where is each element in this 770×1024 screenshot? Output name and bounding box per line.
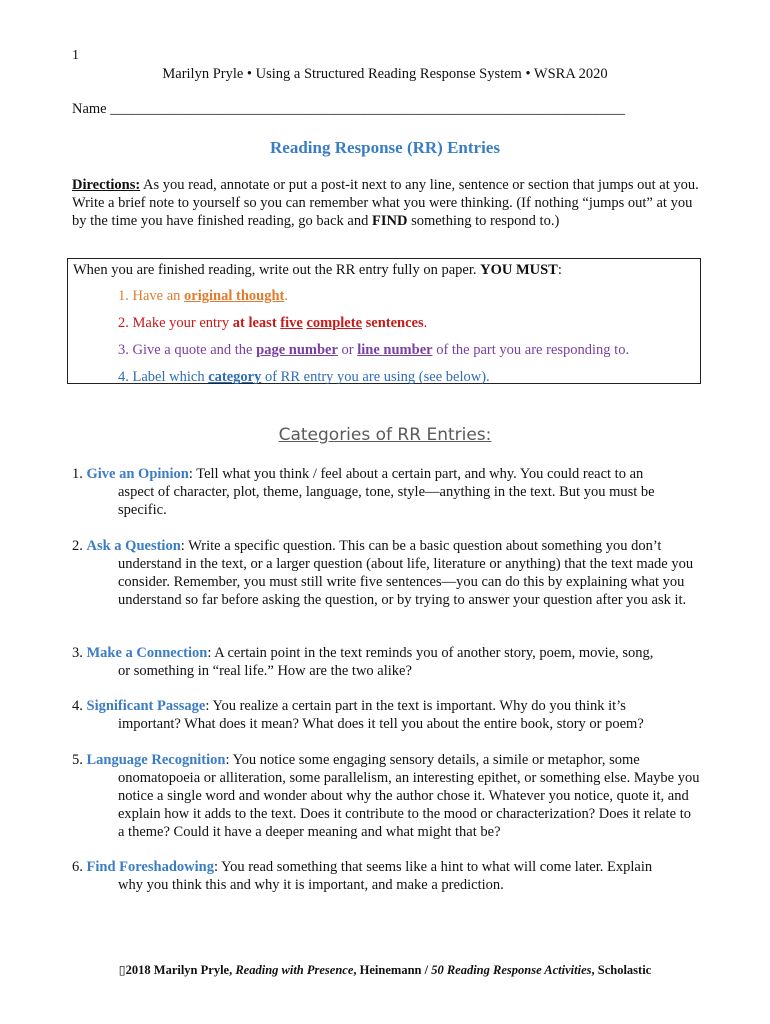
- category-text-continued: understand in the text, or a larger question (about life, literature or anything) that the text made you consider. Remember, you must still write five sentences—you can do this by explaining what you understand so far before asking the question, or by trying to answer your question after you ask it.: [118, 556, 694, 608]
- category-number: 5.: [72, 752, 87, 768]
- category-name: Find Foreshadowing: [86, 859, 214, 875]
- category-text-continued: important? What does it mean? What does it tell you about the entire book, story or poem?: [118, 716, 644, 732]
- requirement-1: [118, 288, 288, 305]
- category-name: Make a Connection: [86, 645, 208, 661]
- requirement-3-page-number: page number: [256, 342, 338, 358]
- requirement-2-at-least: at least: [232, 315, 281, 331]
- requirement-1-end: .: [284, 288, 288, 304]
- category-text: : Write a specific question. This can be a basic question about something you don’t: [180, 538, 662, 554]
- page-title: Reading Response (RR) Entries: [270, 138, 500, 157]
- category-name: Give an Opinion: [86, 466, 189, 482]
- directions-label: Directions:: [72, 177, 141, 193]
- category-text: : You realize a certain part in the text is important. Why do you think it’s: [205, 698, 626, 714]
- footer-copyright: ▯2018 Marilyn Pryle,: [118, 963, 236, 977]
- requirement-3: [118, 342, 629, 359]
- category-text-continued: or something in “real life.” How are the two alike?: [118, 663, 412, 679]
- name-label: Name: [72, 101, 107, 117]
- footer-book-2: 50 Reading Response Activities: [431, 963, 592, 977]
- category-item: [72, 465, 700, 519]
- directions-find: FIND: [371, 213, 408, 229]
- category-text-continued: aspect of character, plot, theme, language, tone, style—anything in the text. But you must be specific.: [118, 484, 655, 518]
- directions-text-end: something to respond to.): [407, 213, 560, 229]
- requirement-2-text: 2. Make your entry: [118, 315, 233, 331]
- category-number: 6.: [72, 859, 87, 875]
- requirement-3-text: 3. Give a quote and the: [118, 342, 257, 358]
- requirement-1-emphasis: original thought: [184, 288, 285, 304]
- category-text: : You notice some engaging sensory details, a simile or metaphor, some: [225, 752, 640, 768]
- requirement-3-line-number: line number: [357, 342, 433, 358]
- categories-heading: Categories of RR Entries:: [278, 425, 492, 445]
- requirement-1-text: 1. Have an: [118, 288, 185, 304]
- you-must-colon: :: [557, 262, 562, 278]
- copyright-footer: [0, 962, 770, 978]
- requirement-4: [118, 369, 490, 386]
- category-number: 4.: [72, 698, 87, 714]
- directions-text: As you read, annotate or put a post-it next to any line, sentence or section that jumps out at you. Write a brief note to yourself so you can remember what you were thinking. (If nothing “jumps out” at you by the time you have finished reading, go back and: [72, 177, 699, 229]
- category-item: [72, 858, 700, 894]
- requirement-4-category: category: [208, 369, 262, 385]
- category-text-continued: why you think this and why it is important, and make a prediction.: [118, 877, 504, 893]
- category-name: Significant Passage: [86, 698, 206, 714]
- category-name: Ask a Question: [86, 538, 181, 554]
- category-number: 1.: [72, 466, 87, 482]
- directions-paragraph: [72, 176, 700, 230]
- category-item: [72, 644, 700, 680]
- document-header: Marilyn Pryle • Using a Structured Reading Response System • WSRA 2020: [162, 66, 608, 82]
- name-blank: _______________________________________________________________________: [110, 101, 625, 117]
- category-item: [72, 537, 700, 609]
- requirement-4-text: 4. Label which: [118, 369, 209, 385]
- category-name: Language Recognition: [86, 752, 226, 768]
- requirement-4-end: of RR entry you are using (see below).: [261, 369, 490, 385]
- footer-book-1: Reading with Presence: [235, 963, 354, 977]
- category-text: : A certain point in the text reminds you of another story, poem, movie, song,: [207, 645, 654, 661]
- category-item: [72, 751, 700, 841]
- requirement-2-complete: complete: [306, 315, 363, 331]
- category-text: : Tell what you think / feel about a certain part, and why. You could react to an: [188, 466, 644, 482]
- page-number: 1: [72, 48, 79, 63]
- category-number: 3.: [72, 645, 87, 661]
- category-text: : You read something that seems like a hint to what will come later. Explain: [213, 859, 653, 875]
- requirement-2-five: five: [280, 315, 303, 331]
- requirement-2-sentences: sentences: [362, 315, 424, 331]
- requirement-2: [118, 315, 427, 332]
- category-number: 2.: [72, 538, 87, 554]
- requirements-intro-text: When you are finished reading, write out the RR entry fully on paper.: [73, 262, 481, 278]
- category-item: [72, 697, 700, 733]
- requirement-2-end: .: [423, 315, 428, 331]
- requirement-3-end: of the part you are responding to.: [432, 342, 630, 358]
- requirement-3-or: or: [337, 342, 358, 358]
- name-line: [72, 101, 625, 118]
- footer-publisher-1: , Heinemann /: [353, 963, 432, 977]
- footer-publisher-2: , Scholastic: [591, 963, 652, 977]
- requirements-intro: [73, 262, 562, 279]
- you-must-label: YOU MUST: [480, 262, 558, 278]
- category-text-continued: onomatopoeia or alliteration, some parallelism, an interesting epithet, or something else. Maybe you notice a single word and wonder about why the author chose it. Whatever you notice, quote it, and explain how it adds to the text. Does it contribute to the mood or characterization? Does it relate to a theme? Could it have a deeper meaning and what might that be?: [118, 770, 700, 840]
